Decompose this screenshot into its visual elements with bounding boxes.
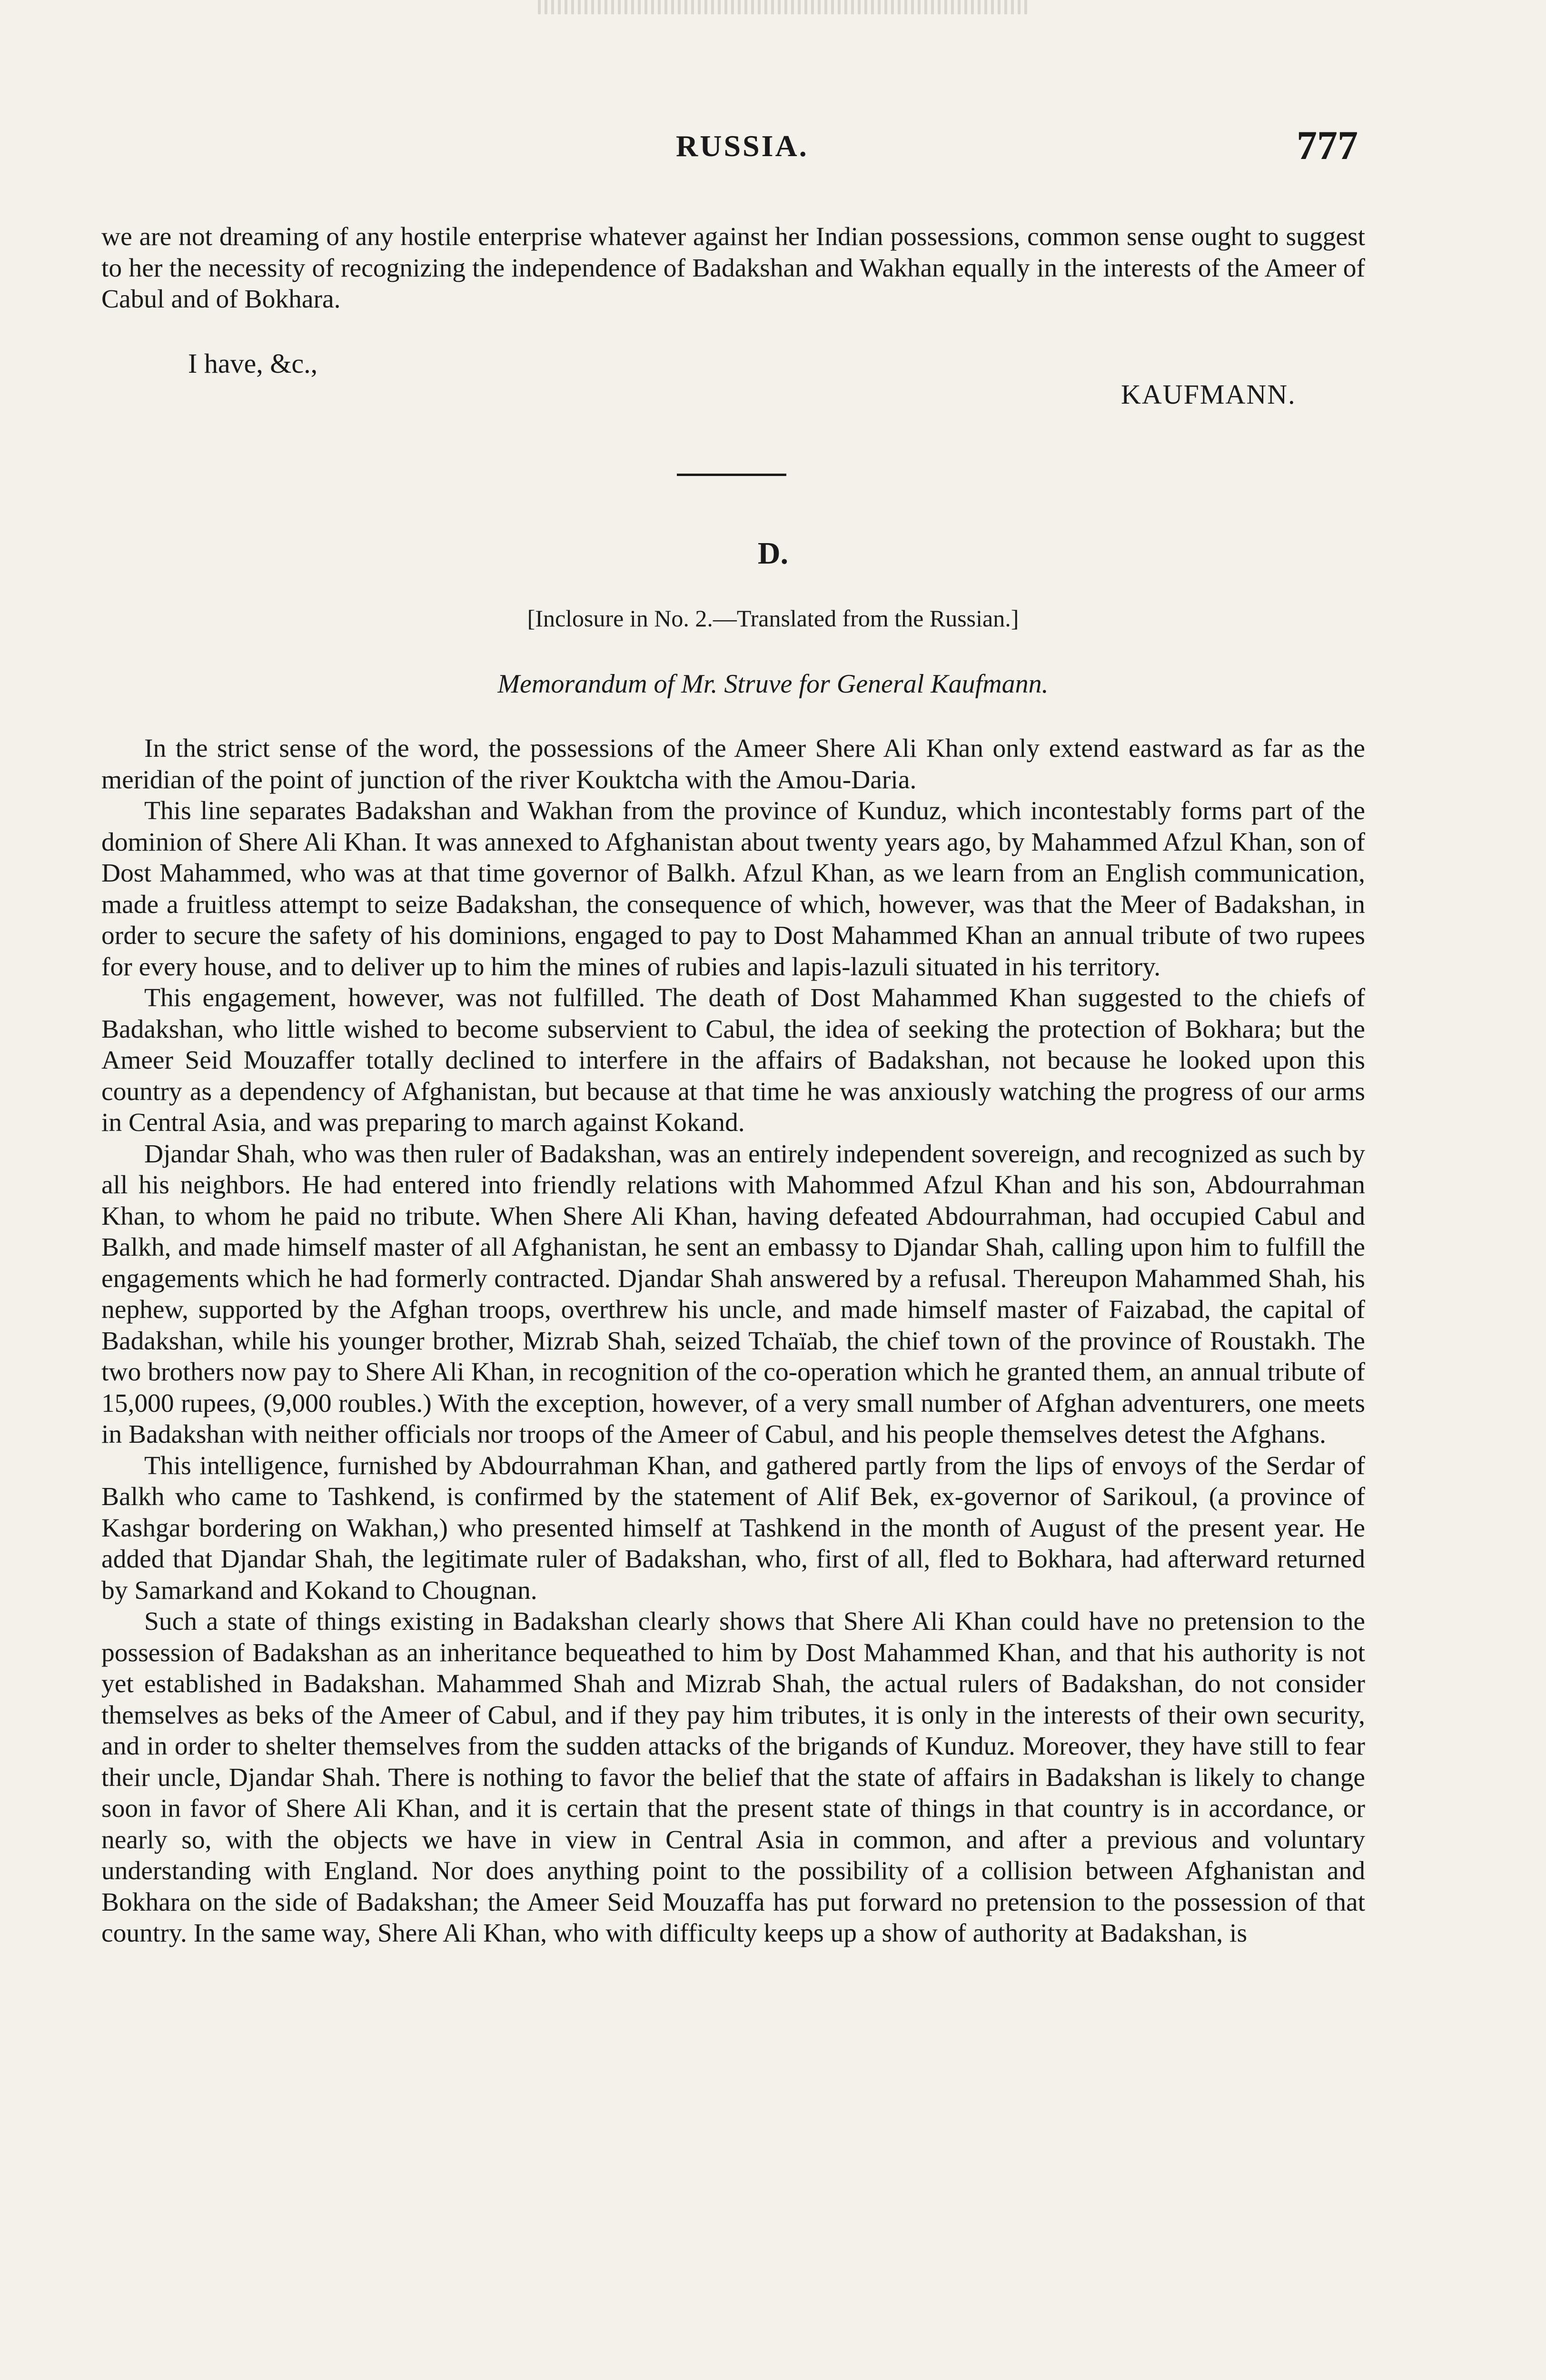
letter-paragraph: we are not dreaming of any hostile enterprise whatever against her Indian possessions, common sense ought to suggest to her the necessity of recognizing the independence of Badakshan and Wakhan equally in the interests of the Ameer of Cabul and of Bokhara. (101, 222, 1365, 314)
scan-artifact (538, 0, 1028, 14)
memorandum-paragraph: This intelligence, furnished by Abdourrahman Khan, and gathered partly from the lips of envoys of the Serdar of Balkh who came to Tashkend, is confirmed by the statement of Alif Bek, ex-governor of Sarikoul, (a province of Kashgar bordering on Wakhan,) who presented himself at Tashkend in the month of August of the present year. He added that Djandar Shah, the legitimate ruler of Badakshan, who, first of all, fled to Bokhara, had afterward returned by Samarkand and Kokand to Chougnan. (101, 1451, 1365, 1605)
section-letter: D. (757, 536, 789, 571)
memorandum-paragraph: Such a state of things existing in Badakshan clearly shows that Shere Ali Khan could have no pretension to the possession of Badakshan as an inheritance bequeathed to him by Dost Mahammed Khan, and that his authority is not yet established in Badakshan. Mahammed Shah and Mizrab Shah, the actual rulers of Badakshan, do not consider themselves as beks of the Ameer of Cabul, and if they pay him tributes, it is only in the interests of their own security, and in order to shelter themselves from the sudden attacks of the brigands of Kunduz. Moreover, they have still to fear their uncle, Djandar Shah. There is nothing to favor the belief that the state of affairs in Badakshan is likely to change soon in favor of Shere Ali Khan, and it is certain that the present state of things in that country is in accordance, or nearly so, with the objects we have in view in Central Asia in common, and after a previous and voluntary understanding with England. Nor does anything point to the possibility of a collision between Afghanistan and Bokhara on the side of Badakshan; the Ameer Seid Mouzaffa has put forward no pretension to the possession of that country. In the same way, Shere Ali Khan, who with difficulty keeps up a show of authority at Badakshan, is (101, 1607, 1365, 1948)
signature: KAUFMANN. (1121, 379, 1296, 410)
memorandum-title: Memorandum of Mr. Struve for General Kaufmann. (497, 669, 1049, 699)
closing-formula: I have, &c., (188, 348, 318, 379)
page-number: 777 (1297, 122, 1358, 168)
memorandum-paragraph: This engagement, however, was not fulfilled. The death of Dost Mahammed Khan suggested to the chiefs of Badakshan, who little wished to become subservient to Cabul, the idea of seeking the protection of Bokhara; but the Ameer Seid Mouzaffer totally declined to interfere in the affairs of Badakshan, not because he looked upon this country as a dependency of Afghanistan, but because at that time he was anxiously watching the progress of our arms in Central Asia, and was preparing to march against Kokand. (101, 983, 1365, 1137)
memorandum-paragraph: This line separates Badakshan and Wakhan from the province of Kunduz, which incontestably forms part of the dominion of Shere Ali Khan. It was annexed to Afghanistan about twenty years ago, by Mahammed Afzul Khan, son of Dost Mahammed, who was at that time governor of Balkh. Afzul Khan, as we learn from an English communication, made a fruitless attempt to seize Badakshan, the consequence of which, however, was that the Meer of Badakshan, in order to secure the safety of his dominions, engaged to pay to Dost Mahammed Khan an annual tribute of two rupees for every house, and to deliver up to him the mines of rubies and lapis-lazuli situated in his territory. (101, 796, 1365, 982)
memorandum-paragraph: Djandar Shah, who was then ruler of Badakshan, was an entirely independent sovereign, and recognized as such by all his neighbors. He had entered into friendly relations with Mahommed Afzul Khan and his son, Abdourrahman Khan, to whom he paid no tribute. When Shere Ali Khan, having defeated Abdourrahman, had occupied Cabul and Balkh, and made himself master of all Afghanistan, he sent an embassy to Djandar Shah, calling upon him to fulfill the engagements which he had formerly contracted. Djandar Shah answered by a refusal. Thereupon Mahammed Shah, his nephew, supported by the Afghan troops, overthrew his uncle, and made himself master of Faizabad, the capital of Badakshan, while his younger brother, Mizrab Shah, seized Tchaïab, the chief town of the province of Roustakh. The two brothers now pay to Shere Ali Khan, in recognition of the co-operation which he granted them, an annual tribute of 15,000 rupees, (9,000 roubles.) With the exception, however, of a very small number of Afghan adventurers, one meets in Badakshan with neither officials nor troops of the Ameer of Cabul, and his people themselves detest the Afghans. (101, 1139, 1365, 1449)
running-head: RUSSIA. (676, 129, 809, 163)
memorandum-body (101, 733, 1365, 1949)
letter-ending (101, 221, 1365, 315)
inclosure-note: [Inclosure in No. 2.—Translated from the Russian.] (527, 605, 1019, 632)
section-divider (677, 474, 786, 476)
memorandum-paragraph: In the strict sense of the word, the possessions of the Ameer Shere Ali Khan only extend eastward as far as the meridian of the point of junction of the river Kouktcha with the Amou-Daria. (101, 734, 1365, 794)
